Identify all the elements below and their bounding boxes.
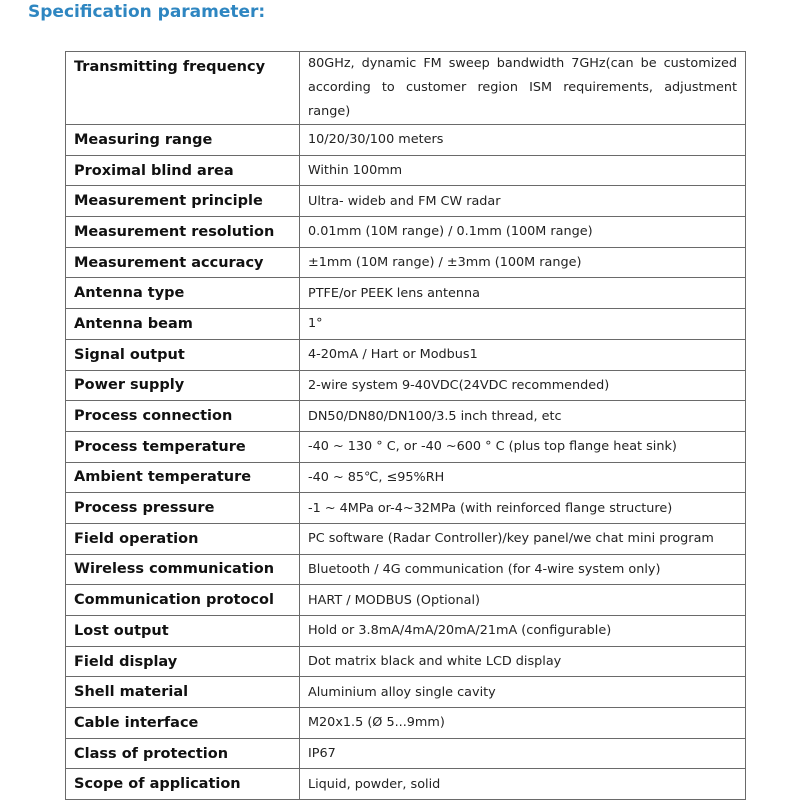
spec-label: Measuring range: [66, 125, 300, 156]
spec-label: Class of protection: [66, 738, 300, 769]
spec-value: Bluetooth / 4G communication (for 4-wire system only): [300, 554, 746, 585]
table-row: [66, 309, 746, 340]
spec-label: Shell material: [66, 677, 300, 708]
spec-value: Dot matrix black and white LCD display: [300, 646, 746, 677]
table-row: [66, 708, 746, 739]
spec-label: Power supply: [66, 370, 300, 401]
spec-value: PTFE/or PEEK lens antenna: [300, 278, 746, 309]
spec-value: ±1mm (10M range) / ±3mm (100M range): [300, 247, 746, 278]
table-row: [66, 646, 746, 677]
table-row: [66, 125, 746, 156]
spec-label: Transmitting frequency: [66, 52, 300, 125]
spec-label: Antenna type: [66, 278, 300, 309]
spec-value: -1 ~ 4MPa or-4~32MPa (with reinforced flange structure): [300, 493, 746, 524]
table-row: [66, 462, 746, 493]
table-row: [66, 401, 746, 432]
spec-label: Signal output: [66, 339, 300, 370]
table-row: [66, 769, 746, 800]
spec-value: 2-wire system 9-40VDC(24VDC recommended): [300, 370, 746, 401]
table-row: [66, 217, 746, 248]
spec-label: Field operation: [66, 523, 300, 554]
spec-value: Liquid, powder, solid: [300, 769, 746, 800]
table-row: [66, 186, 746, 217]
table-row: [66, 493, 746, 524]
spec-label: Ambient temperature: [66, 462, 300, 493]
spec-value: HART / MODBUS (Optional): [300, 585, 746, 616]
table-row: [66, 278, 746, 309]
spec-value: M20x1.5 (Ø 5...9mm): [300, 708, 746, 739]
table-row: [66, 370, 746, 401]
spec-label: Process pressure: [66, 493, 300, 524]
spec-label: Process temperature: [66, 431, 300, 462]
spec-label: Measurement accuracy: [66, 247, 300, 278]
table-row: [66, 554, 746, 585]
table-row: [66, 677, 746, 708]
table-row: [66, 52, 746, 125]
spec-label: Measurement principle: [66, 186, 300, 217]
spec-value: 1°: [300, 309, 746, 340]
spec-label: Process connection: [66, 401, 300, 432]
spec-value: -40 ~ 85℃, ≤95%RH: [300, 462, 746, 493]
table-row: [66, 155, 746, 186]
spec-value: 80GHz, dynamic FM sweep bandwidth 7GHz(can be customized according to customer region ISM requirements, adjustment range): [300, 52, 746, 125]
spec-value: DN50/DN80/DN100/3.5 inch thread, etc: [300, 401, 746, 432]
spec-label: Cable interface: [66, 708, 300, 739]
spec-value: Hold or 3.8mA/4mA/20mA/21mA (configurable): [300, 616, 746, 647]
page-title: Specification parameter:: [28, 2, 266, 22]
spec-value: 0.01mm (10M range) / 0.1mm (100M range): [300, 217, 746, 248]
spec-label: Measurement resolution: [66, 217, 300, 248]
spec-label: Lost output: [66, 616, 300, 647]
table-row: [66, 585, 746, 616]
table-row: [66, 523, 746, 554]
table-row: [66, 247, 746, 278]
spec-table-body: [66, 52, 746, 800]
table-row: [66, 339, 746, 370]
spec-label: Proximal blind area: [66, 155, 300, 186]
table-row: [66, 431, 746, 462]
spec-value: Within 100mm: [300, 155, 746, 186]
spec-value: Ultra- wideb and FM CW radar: [300, 186, 746, 217]
spec-label: Field display: [66, 646, 300, 677]
table-row: [66, 738, 746, 769]
spec-label: Wireless communication: [66, 554, 300, 585]
spec-table: [65, 51, 746, 800]
spec-value: IP67: [300, 738, 746, 769]
spec-value: Aluminium alloy single cavity: [300, 677, 746, 708]
spec-label: Communication protocol: [66, 585, 300, 616]
spec-value: -40 ~ 130 ° C, or -40 ~600 ° C (plus top flange heat sink): [300, 431, 746, 462]
spec-label: Scope of application: [66, 769, 300, 800]
spec-label: Antenna beam: [66, 309, 300, 340]
spec-value: PC software (Radar Controller)/key panel/we chat mini program: [300, 523, 746, 554]
spec-value: 4-20mA / Hart or Modbus1: [300, 339, 746, 370]
table-row: [66, 616, 746, 647]
spec-value: 10/20/30/100 meters: [300, 125, 746, 156]
